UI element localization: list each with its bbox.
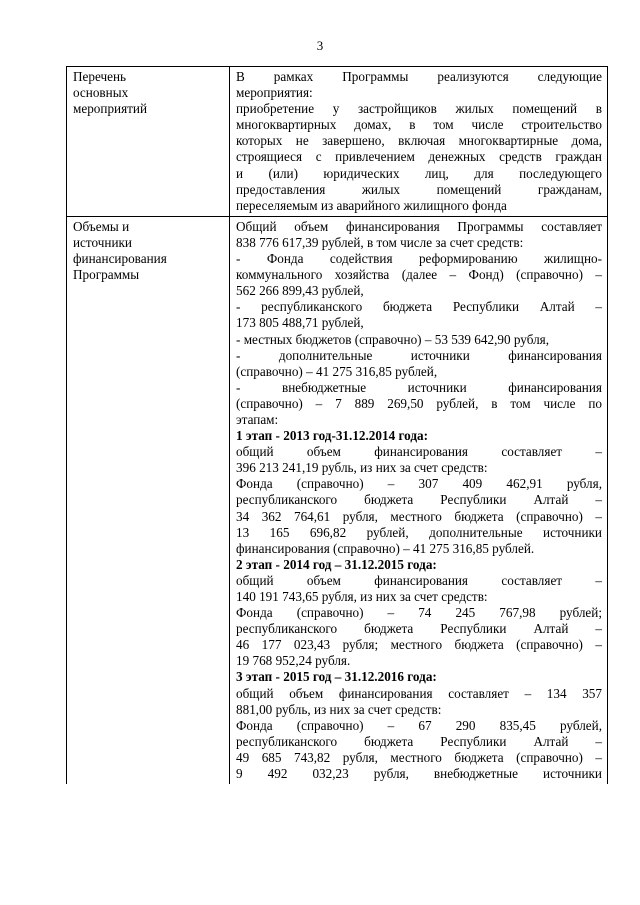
- row-content-cell: [230, 67, 608, 217]
- content-line: мероприятия:: [236, 85, 313, 101]
- row-label-cell: [67, 67, 230, 217]
- content-line: 9 492 032,23 рубля, внебюджетные источники: [236, 766, 602, 782]
- content-line: Фонда (справочно) – 67 290 835,45 рублей,: [236, 717, 602, 733]
- content-line: 19 768 952,24 рубля.: [236, 653, 351, 669]
- stage-heading: 1 этап - 2013 год-31.12.2014 года:: [236, 428, 429, 444]
- content-line: 49 685 743,82 рубля, местного бюджета (справочно) –: [236, 749, 602, 765]
- content-line: республиканского бюджета Республики Алтай –: [236, 733, 602, 749]
- row-label-line: мероприятий: [73, 101, 148, 117]
- page-number: 3: [316, 38, 324, 53]
- row-label-line: Программы: [73, 267, 140, 283]
- table-row: [67, 67, 608, 217]
- content-line: 173 805 488,71 рублей,: [236, 315, 364, 331]
- content-line: - местных бюджетов (справочно) – 53 539 642,90 рубля,: [236, 331, 550, 347]
- content-line: республиканского бюджета Республики Алтай –: [236, 621, 602, 637]
- content-line: приобретение у застройщиков жилых помещений в: [236, 101, 602, 117]
- content-line: общий объем финансирования составляет –: [236, 572, 602, 588]
- content-line: 34 362 764,61 рубля, местного бюджета (справочно) –: [236, 508, 602, 524]
- content-line: общий объем финансирования составляет –: [236, 444, 602, 460]
- content-line: 881,00 рубль, из них за счет средств:: [236, 701, 442, 717]
- content-line: 140 191 743,65 рубля, из них за счет средств:: [236, 589, 488, 604]
- content-line: предоставления жилых помещений гражданам,: [236, 181, 602, 197]
- row-label-line: Объемы и: [73, 218, 130, 234]
- row-content-cell: [230, 216, 608, 784]
- content-line: 46 177 023,43 рубля; местного бюджета (справочно) –: [236, 637, 602, 653]
- content-line: которых не завершено, включая многоквартирные дома,: [236, 133, 602, 149]
- content-line: Фонда (справочно) – 74 245 767,98 рублей;: [236, 605, 602, 621]
- content-line: этапам:: [236, 411, 279, 427]
- content-line: - республиканского бюджета Республики Алтай –: [236, 299, 602, 315]
- content-line: (справочно) – 41 275 316,85 рублей,: [236, 363, 438, 379]
- content-line: Фонда (справочно) – 307 409 462,91 рубля,: [236, 476, 602, 492]
- content-line: республиканского бюджета Республики Алтай –: [236, 492, 602, 508]
- content-line: Общий объем финансирования Программы составляет: [236, 218, 602, 234]
- content-line: коммунального хозяйства (далее – Фонд) (справочно) –: [236, 267, 602, 283]
- content-line: финансирования (справочно) – 41 275 316,85 рублей.: [236, 540, 535, 556]
- content-line: 562 266 899,43 рублей,: [236, 283, 364, 299]
- row-label-line: финансирования: [73, 251, 167, 267]
- content-line: и (или) юридических лиц, для последующего: [236, 165, 602, 181]
- program-passport-table: [66, 66, 608, 784]
- row-label-cell: [67, 216, 230, 784]
- content-line: многоквартирных домах, в том числе строительство: [236, 117, 602, 133]
- stage-heading: 2 этап - 2014 год – 31.12.2015 года:: [236, 556, 437, 572]
- content-line: - Фонда содействия реформированию жилищно-: [236, 251, 602, 267]
- stage-heading: 3 этап - 2015 год – 31.12.2016 года:: [236, 669, 437, 685]
- content-line: 396 213 241,19 рубль, из них за счет средств:: [236, 460, 488, 476]
- content-line: переселяемым из аварийного жилищного фонда: [236, 197, 507, 213]
- content-line: 838 776 617,39 рублей, в том числе за счет средств:: [236, 234, 524, 250]
- content-line: общий объем финансирования составляет – 134 357: [236, 685, 602, 701]
- content-line: В рамках Программы реализуются следующие: [236, 69, 602, 84]
- row-label-line: основных: [73, 85, 129, 101]
- content-line: (справочно) – 7 889 269,50 рублей, в том числе по: [236, 395, 602, 411]
- row-label-line: источники: [73, 234, 132, 250]
- table-row: [67, 216, 608, 784]
- content-line: 13 165 696,82 рублей, дополнительные источники: [236, 524, 602, 540]
- content-line: строящиеся с привлечением денежных средств граждан: [236, 149, 602, 165]
- content-line: - внебюджетные источники финансирования: [236, 379, 602, 395]
- content-line: - дополнительные источники финансирования: [236, 347, 602, 363]
- row-label-line: Перечень: [73, 69, 127, 84]
